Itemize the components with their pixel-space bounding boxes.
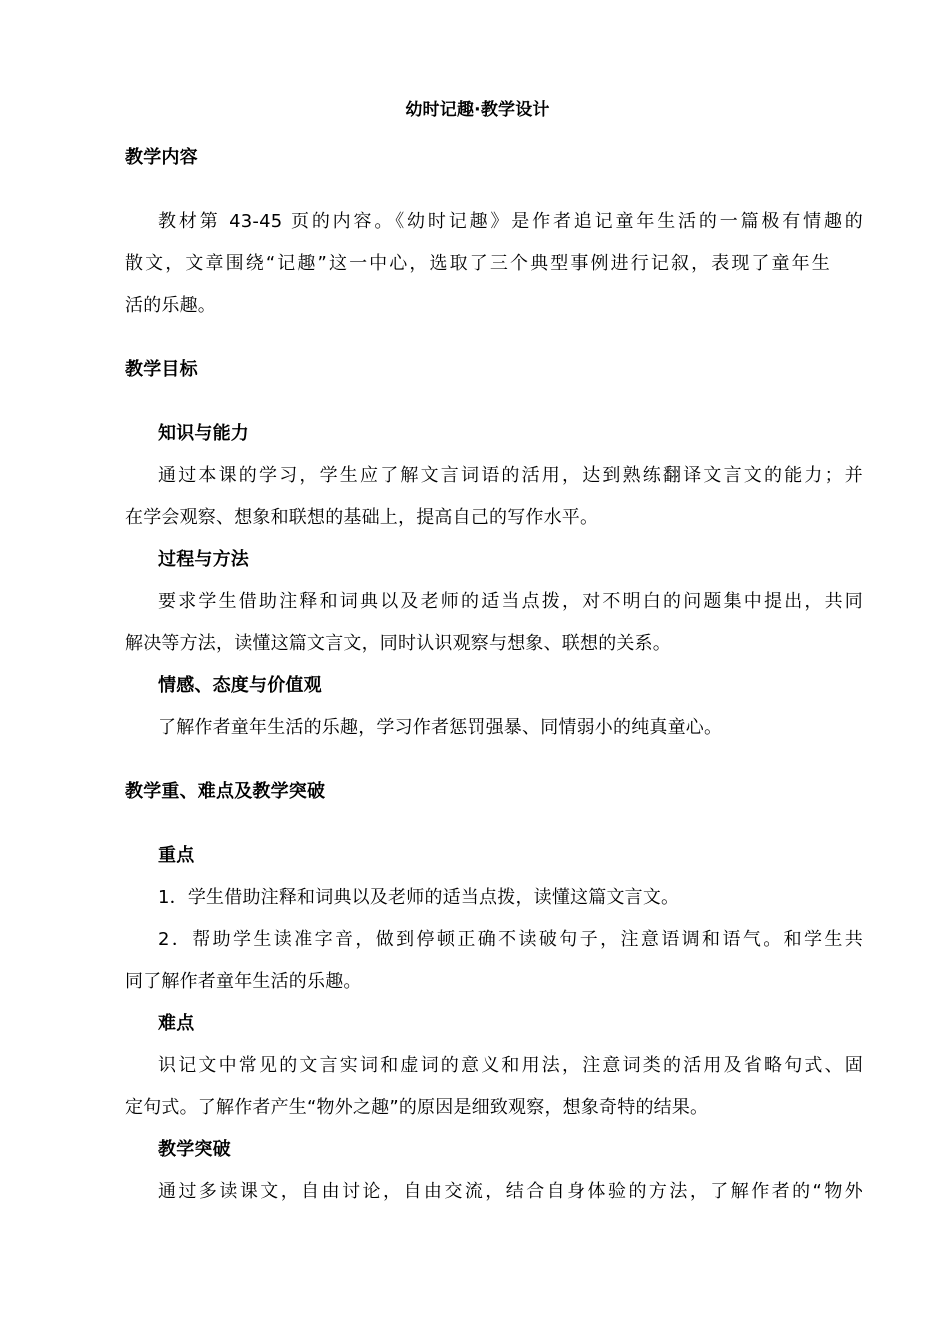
section-heading-content: 教学内容 xyxy=(125,147,198,168)
list-item: 2．帮助学生读准字音，做到停顿正确不读破句子，注意语调和语气。和学生共 xyxy=(158,929,863,950)
subheading-emotion: 情感、态度与价值观 xyxy=(158,675,322,696)
subheading-process: 过程与方法 xyxy=(158,549,249,570)
paragraph-line: 教材第 43-45 页的内容。《幼时记趣》是作者追记童年生活的一篇极有情趣的 xyxy=(158,211,863,232)
paragraph-line: 同了解作者童年生活的乐趣。 xyxy=(125,971,362,992)
paragraph-line: 通过本课的学习，学生应了解文言词语的活用，达到熟练翻译文言文的能力；并 xyxy=(158,465,863,486)
subheading-breakthrough: 教学突破 xyxy=(158,1139,231,1160)
paragraph-line: 散文，文章围绕“记趣”这一中心，选取了三个典型事例进行记叙，表现了童年生 xyxy=(125,253,830,274)
subheading-difficulty: 难点 xyxy=(158,1013,195,1034)
paragraph-line: 定句式。了解作者产生“物外之趣”的原因是细致观察，想象奇特的结果。 xyxy=(125,1097,709,1118)
subheading-knowledge: 知识与能力 xyxy=(158,423,249,444)
paragraph-line: 通过多读课文，自由讨论，自由交流，结合自身体验的方法，了解作者的“物外 xyxy=(158,1181,863,1202)
paragraph-line: 了解作者童年生活的乐趣，学习作者惩罚强暴、同情弱小的纯真童心。 xyxy=(158,717,723,738)
list-item: 1．学生借助注释和词典以及老师的适当点拨，读懂这篇文言文。 xyxy=(158,887,680,908)
paragraph-line: 要求学生借助注释和词典以及老师的适当点拨，对不明白的问题集中提出，共同 xyxy=(158,591,863,612)
document-title: 幼时记趣·教学设计 xyxy=(405,100,550,120)
section-heading-objectives: 教学目标 xyxy=(125,359,198,380)
paragraph-line: 识记文中常见的文言实词和虚词的意义和用法，注意词类的活用及省略句式、固 xyxy=(158,1055,863,1076)
paragraph-line: 活的乐趣。 xyxy=(125,295,216,316)
section-heading-keypoints: 教学重、难点及教学突破 xyxy=(125,781,326,802)
subheading-focus: 重点 xyxy=(158,845,195,866)
paragraph-line: 解决等方法，读懂这篇文言文，同时认识观察与想象、联想的关系。 xyxy=(125,633,671,654)
paragraph-line: 在学会观察、想象和联想的基础上，提高自己的写作水平。 xyxy=(125,507,599,528)
